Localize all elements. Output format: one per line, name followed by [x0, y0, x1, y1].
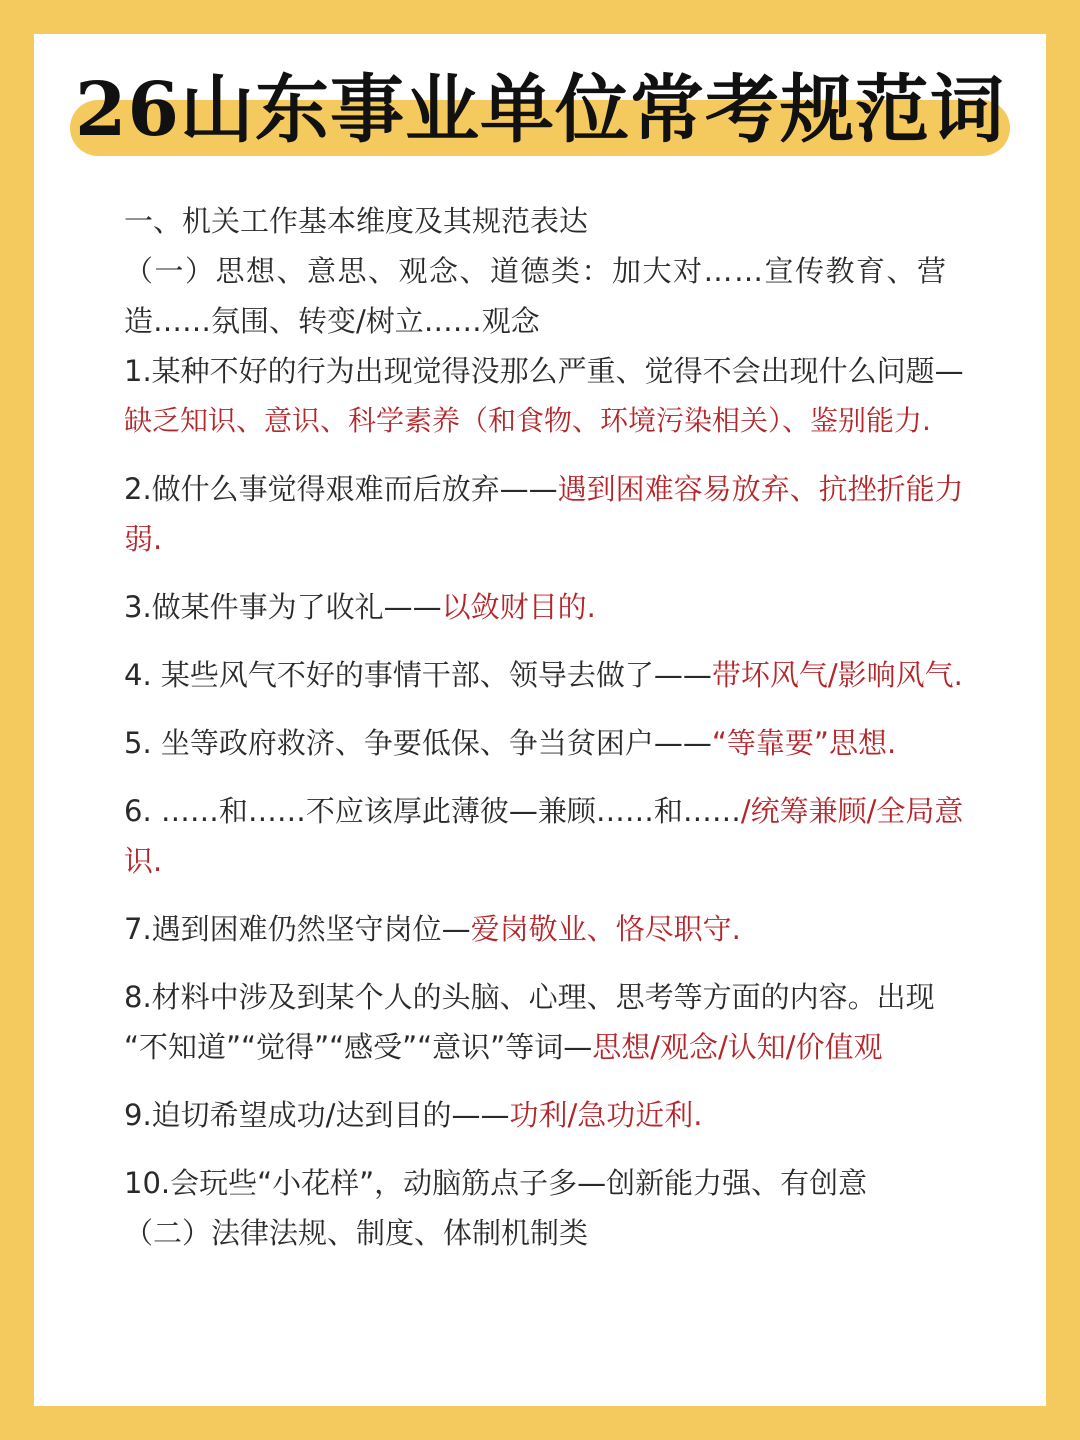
item-text: 3.做某件事为了收礼——: [124, 590, 442, 624]
item-text: 9.迫切希望成功/达到目的——: [124, 1098, 510, 1132]
item-highlight: 缺乏知识、意识、科学素养（和食物、环境污染相关）、鉴别能力.: [124, 404, 931, 437]
list-item: [124, 904, 984, 954]
list-item: [124, 582, 984, 632]
list-item: [124, 972, 984, 1072]
item-highlight: 带坏风气/影响风气.: [711, 658, 963, 692]
item-highlight: “等靠要”思想.: [711, 726, 897, 760]
section-heading-2: （二）法律法规、制度、体制机制类: [124, 1216, 589, 1250]
list-item: [124, 464, 984, 564]
item-text: 10.会玩些“小花样”，动脑筋点子多—创新能力强、有创意: [124, 1166, 868, 1200]
item-highlight: 功利/急功近利.: [509, 1098, 703, 1132]
item-highlight: 遇到困难容易放弃、抗挫折能力: [557, 472, 964, 506]
section-heading: 一、机关工作基本维度及其规范表达: [124, 204, 589, 238]
list-item: [124, 786, 984, 886]
list-item: [124, 650, 984, 700]
list-item: [124, 718, 984, 768]
item-highlight: 爱岗敬业、恪尽职守.: [470, 912, 741, 946]
item-text: 1.某种不好的行为出现觉得没那么严重、觉得不会出现什么问题—: [124, 354, 964, 388]
list-item: [124, 1090, 984, 1140]
item-text: 7.遇到困难仍然坚守岗位—: [124, 912, 471, 946]
item-text: 4. 某些风气不好的事情干部、领导去做了——: [124, 658, 712, 692]
page-title: 26山东事业单位常考规范词: [75, 67, 1005, 153]
item-highlight: 弱.: [124, 522, 163, 556]
item-text: 2.做什么事觉得艰难而后放弃——: [124, 472, 558, 506]
subsection-line-1: （一）思想、意思、观念、道德类：加大对……宣传教育、营: [124, 254, 948, 288]
subsection-line-2: 造……氛围、转变/树立……观念: [124, 304, 540, 338]
item-highlight: 识.: [124, 844, 163, 878]
item-text: “不知道”“觉得”“感受”“意识”等词—: [124, 1030, 593, 1064]
item-highlight: 以敛财目的.: [441, 590, 596, 624]
list-item: [124, 1158, 984, 1208]
item-text: 5. 坐等政府救济、争要低保、争当贫困户——: [124, 726, 712, 760]
item-text: 8.材料中涉及到某个人的头脑、心理、思考等方面的内容。出现: [124, 980, 935, 1014]
item-text: 6. ……和……不应该厚此薄彼—兼顾……和……: [124, 794, 741, 828]
content-body: [124, 196, 984, 1258]
list-item: [124, 346, 984, 446]
item-highlight: 思想/观念/认知/价值观: [592, 1030, 883, 1064]
item-highlight: /统筹兼顾/全局意: [740, 794, 964, 828]
